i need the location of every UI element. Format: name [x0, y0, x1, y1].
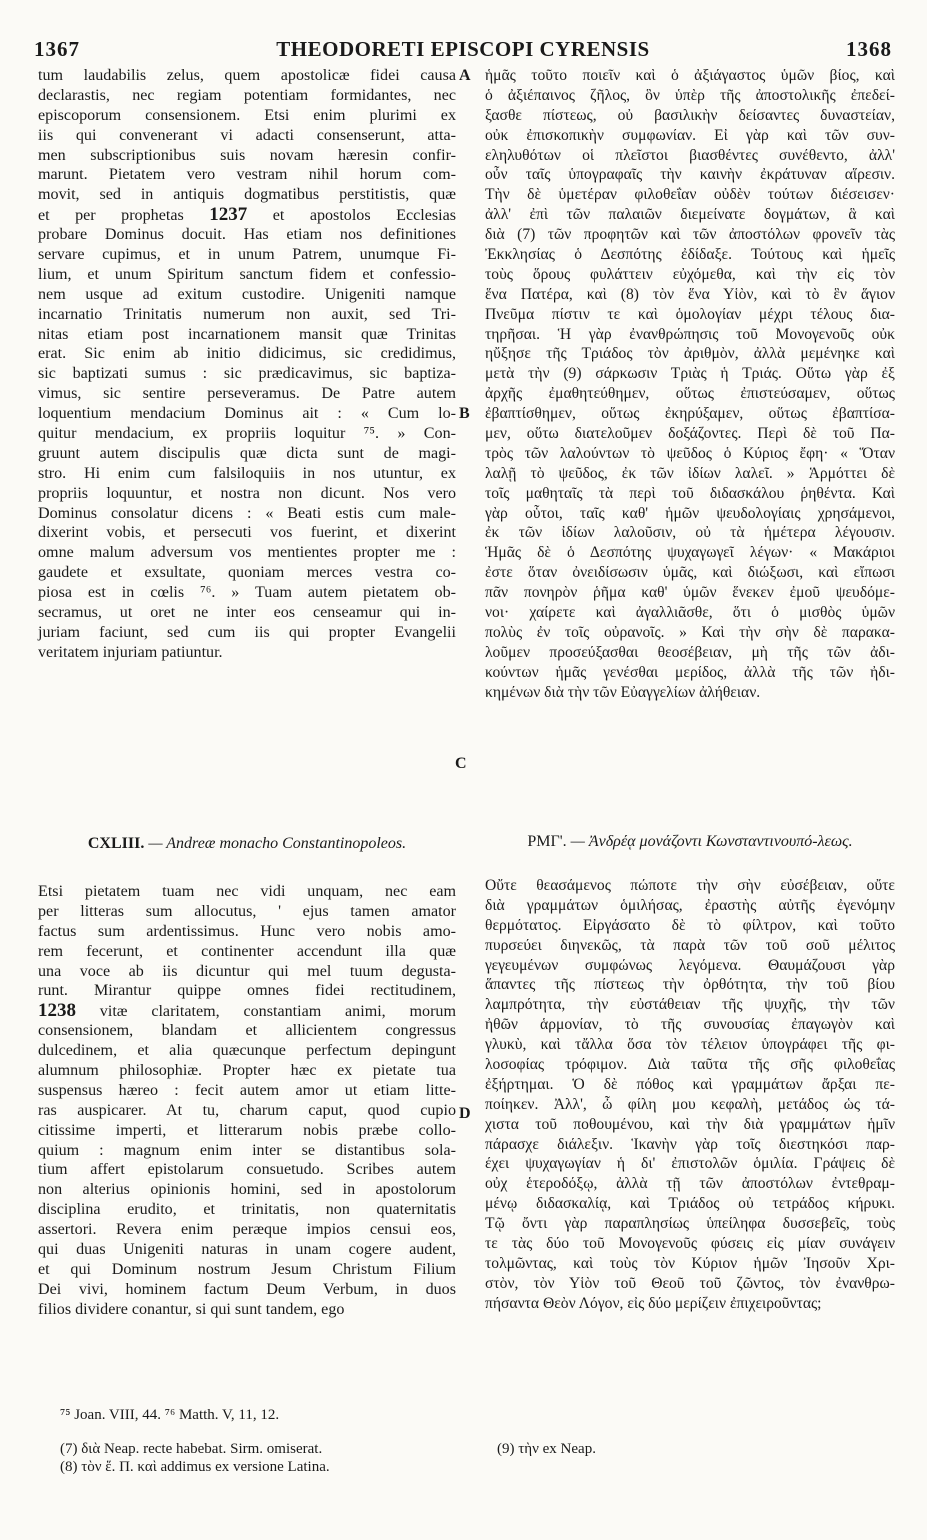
text-line: loquentium mendacium Dominus ait : « Cum lo- — [38, 405, 456, 423]
text-line: ἀρχῆς ἐμαθητεύθημεν, οὕτως ἐπιστεύσαμεν, οὕτως — [485, 385, 895, 403]
text-line: 1238 vitæ claritatem, constantiam animi, morum — [38, 1000, 456, 1022]
text-line: πᾶν πονηρὸν ῥῆμα καθ' ὑμῶν ἕνεκεν ἐμοῦ ψευδόμε- — [485, 584, 895, 602]
text-line: Dei vivi, hominem factum Deum Verbum, in duos — [38, 1280, 456, 1298]
text-line: εληλυθότων οἱ πλεῖστοι βιασθέντες συνέθεντο, ἀλλ' — [485, 146, 895, 164]
greek-column-letter-142 — [485, 66, 895, 703]
greek-letter-addressee: — Ἀνδρέᾳ μονάζοντι Κωνσταντινουπό-λεως. — [566, 833, 853, 850]
text-line: οὐκ ἐπισκοπικὴν συμφωνίαν. Εἰ γὰρ καὶ τῶν συν- — [485, 126, 895, 144]
latin-letter-heading — [38, 835, 456, 853]
text-line: dulcedinem, et alia quæcunque perfectum depingunt — [38, 1042, 456, 1060]
text-line: probare Dominus docuit. Has etiam nos definitiones — [38, 226, 456, 244]
text-line: διὰ γραμμάτων ὁμιλήσας, ἐραστὴς αὐτῆς ἐγενόμην — [485, 896, 895, 914]
text-line: Οὔτε θεασάμενος πώποτε τὴν σὴν εὐσέβειαν, οὔτε — [485, 877, 895, 894]
text-line: quitur mendacium, ex propriis loquitur ⁷⁵. » Con- — [38, 425, 456, 443]
text-line: τρὸς τῶν λαλούντων τὸ ψεῦδος ὁ Κύριος ἔφη· « Ὅταν — [485, 444, 895, 462]
text-line: τοῖς μαθηταῖς τὰ περὶ τοῦ διδασκάλου ῥηθέντα. Καὶ — [485, 484, 895, 502]
latin-column-letter-142 — [38, 66, 456, 663]
text-line: quium : magnum enim inter se distantibus sola- — [38, 1141, 456, 1159]
text-line: ἐκ τῶν ἰδίων λαλοῦσιν, οὐ τὰ ἡμέτερα λέγουσιν. — [485, 524, 895, 542]
running-title: THEODORETI EPISCOPI CYRENSIS — [276, 36, 650, 61]
text-line: οὐχ ἑτεροδόξῳ, ἀλλὰ τῇ τῶν ἀποστόλων ἐντεθραμ- — [485, 1175, 895, 1193]
scripture-footnotes: ⁷⁵ Joan. VIII, 44. ⁷⁶ Matth. V, 11, 12. — [60, 1407, 280, 1423]
text-line: τε τὰς δύο τοῦ Μονογενοῦς φύσεις εἰς μίαν συνάγειν — [485, 1235, 895, 1253]
margin-letter-a: A — [459, 67, 471, 84]
text-line: disciplina erudito, et trinitatis, non quaternitatis — [38, 1201, 456, 1219]
left-page-number: 1367 — [34, 36, 80, 61]
greek-letter-number: ΡΜΓ'. — [527, 833, 567, 850]
text-line: filios dividere conantur, si qui sunt tandem, ego — [38, 1300, 345, 1318]
text-line: πολὺς ἐν τοῖς οὐρανοῖς. » Καὶ τὴν σὴν δὲ παρακα- — [485, 623, 895, 641]
text-line: consensionem, blandam et allicientem congressus — [38, 1022, 456, 1040]
text-line: iis qui convenerant vi adacti consenserunt, atta- — [38, 126, 456, 144]
text-line: citissime imperti, et litterarum nobis præbe collo- — [38, 1121, 456, 1139]
text-line: γεγευμένων συμφώνως λεγόμενα. Θαυμάζουσι γὰρ — [485, 956, 895, 974]
right-page-number: 1368 — [845, 36, 892, 61]
margin-letter-b: B — [459, 405, 470, 422]
text-line: secramus, ut oret ne inter eos censeamur qui in- — [38, 604, 456, 622]
text-line: gaudete et exsultate, quoniam merces vestra co- — [38, 564, 456, 582]
text-line: Etsi pietatem tuam nec vidi unquam, nec eam — [38, 883, 456, 900]
text-line: incarnatio Trinitatis numerum non auxit, sed Tri- — [38, 305, 456, 323]
text-line: ἕνα Πατέρα, καὶ (8) τὸν ἕνα Υἱὸν, καὶ τὸ ἓν ἅγιον — [485, 285, 895, 303]
text-line: propriis loquuntur, et nostra non dicunt. Nos vero — [38, 484, 456, 502]
margin-letter-d: D — [459, 1105, 471, 1122]
text-line: θερμότατος. Εἰργάσατο δὲ τὸ φίλτρον, καὶ τοῦτο — [485, 916, 895, 934]
text-line: ξασθε πίστεως, οὐ βασιλικὴν δείσαντες δυναστείαν, — [485, 106, 895, 124]
footnote-9: (9) τὴν ex Neap. — [497, 1441, 596, 1457]
text-line: Ἐκκλησίας ὁ Δεσπότης ἐδίδαξε. Τούτους καὶ ἡμεῖς — [485, 246, 895, 264]
text-line: γλυκὺ, καὶ τἄλλα ὅσα τὸν τέλειον ὑπογράφει τῆς φι- — [485, 1036, 895, 1054]
text-line: omne malum adversum vos mentientes propter me : — [38, 544, 456, 562]
text-line: declarastis, nec regiam potentiam formidantes, nec — [38, 86, 456, 104]
footnote-8: (8) τὸν ἕ. Π. καὶ addimus ex versione Latina. — [60, 1459, 330, 1475]
text-line: movit, sed in antiquis dogmatibus perstitistis, quæ — [38, 186, 456, 204]
text-line: κούντων ἡμᾶς γενέσθαι μερίδος, ἀλλὰ τῆς τῶν ἠδι- — [485, 663, 895, 681]
text-line: assertori. Revera enim peræque impios censui eos, — [38, 1221, 456, 1239]
text-line: marunt. Pietatem vero vestram nihil horum com- — [38, 166, 456, 184]
text-line: lium, et unum Spiritum sanctum fidem et confessio- — [38, 265, 456, 283]
text-line: men subscriptionibus suis novam hæresin confir- — [38, 146, 456, 164]
text-line: veritatem injuriam patiuntur. — [38, 643, 223, 661]
text-line: nem usque ad exitum custodire. Unigeniti namque — [38, 285, 456, 303]
text-line: Τὴν δὲ ὑμετέραν φιλοθεΐαν οὐδὲν τούτων διέσεισεν· — [485, 186, 895, 204]
text-line: Τῷ ὄντι γὰρ παραπλησίως ὑπείληφα δυσσεβεῖς, τοὺς — [485, 1215, 895, 1233]
greek-letter-heading — [485, 832, 895, 852]
text-line: μένῳ διδασκαλίᾳ, καὶ Τριάδος οὐ τετράδος κήρυκι. — [485, 1195, 895, 1213]
text-line: vimus, sic sentire perseveramus. De Patre autem — [38, 385, 456, 403]
text-line: rem fecerunt, et continenter accendunt illa quæ — [38, 942, 456, 960]
text-line: runt. Mirantur quippe omnes fidei rectitudinem, — [38, 982, 456, 1000]
text-line: ἐξήρτημαι. Ὁ δὲ πόθος καὶ γραμμάτων ἄρξαι πε- — [485, 1075, 895, 1093]
text-line: factus sum ardentissimus. Hunc vero nobis amo- — [38, 922, 456, 940]
text-line: et per prophetas 1237 et apostolos Ecclesias — [38, 204, 456, 226]
text-line: τοὺς ὅρους φυλάττειν εὐχόμεθα, καὶ τὴν εἰς τὸν — [485, 265, 895, 283]
text-line: Ἡμᾶς δὲ ὁ Δεσπότης ψυχαγωγεῖ λέγων· « Μακάριοι — [485, 544, 895, 562]
text-line: μεν, οὕτω διατελοῦμεν δοξάζοντες. Περὶ δὲ τοῦ Πα- — [485, 425, 895, 443]
text-line: nitas etiam post incarnationem mansit quæ Trinitas — [38, 325, 456, 343]
text-line: gruunt autem discipulis quæ dicta sunt de magi- — [38, 444, 456, 462]
text-line: ἠθῶν ἁρμονίαν, τὸ τῆς συνουσίας ἐπαγωγὸν καὶ — [485, 1016, 895, 1034]
footnote-7: (7) διὰ Neap. recte habebat. Sirm. omiserat. — [60, 1441, 323, 1457]
text-line: πάρασχε διάλεξιν. Ἱκανὴν γὰρ τοῖς διεστηκόσι παρ- — [485, 1135, 895, 1153]
text-line: qui duas Unigeniti naturas in unam cogere audent, — [38, 1241, 456, 1259]
text-line: μετὰ τὴν (9) σάρκωσιν Τριὰς ἡ Τριάς. Οὕτω γὰρ ἐξ — [485, 365, 895, 383]
text-line: χιστα τοῦ ποθουμένου, καὶ τὴν διὰ γραμμάτων ἡμῖν — [485, 1115, 895, 1133]
latin-letter-number: CXLIII. — [87, 835, 145, 852]
text-line: alumnum philosophiæ. Propter hæc ex pietate tua — [38, 1062, 456, 1080]
text-line: πήσαντα Θεὸν Λόγον, εἰς δύο μερίζειν ἐπιχειροῦντας; — [485, 1294, 822, 1312]
text-line: suspensus hæreo : fecit autem amor ut etiam litte- — [38, 1081, 456, 1099]
latin-column-letter-143 — [38, 882, 456, 1320]
text-line: dixerint vobis, et persecuti vos fuerint, et dixerint — [38, 524, 456, 542]
margin-letter-c: C — [455, 755, 467, 772]
text-line: πυρσεύει διηνεκῶς, τὰ παρὰ τῶν τοῦ σοῦ μέλιτος — [485, 936, 895, 954]
text-line: γὰρ οὗτοι, ταῖς καθ' ἡμῶν ψευδολογίαις χρησάμενοι, — [485, 504, 895, 522]
greek-column-letter-143 — [485, 876, 895, 1314]
text-line: έχει ψυχαγωγίαν ἡ δι' ἐπιστολῶν ὁμιλία. Γράψεις δὲ — [485, 1155, 895, 1173]
text-line: λαλῇ τὸ ψεῦδος, ἐκ τῶν ἰδίων λαλεῖ. » Ἁρμόττει δὲ — [485, 464, 895, 482]
text-line: non alterius opinionis homini, sed in apostolorum — [38, 1181, 456, 1199]
text-line: ηὔξησε τῆς Τριάδος τὸν ἀριθμὸν, ἀλλὰ μεμένηκε καὶ — [485, 345, 895, 363]
text-line: ἡμᾶς τοῦτο ποιεῖν καὶ ὁ ἀξιάγαστος ὑμῶν βίος, καὶ — [485, 67, 895, 84]
text-line: una voce ab iis dicuntur qui mel tuum degusta- — [38, 962, 456, 980]
text-line: ἀλλ' ἐπὶ τῶν παλαιῶν διεμείνατε δογμάτων, ἃ καὶ — [485, 206, 895, 224]
text-line: piosa est in cœlis ⁷⁶. » Tuam autem pietatem ob- — [38, 584, 456, 602]
text-line: ras auspicarer. At tu, charum caput, quod cupio — [38, 1101, 456, 1119]
text-line: ἐβαπτίσθημεν, οὕτως ἐκηρύξαμεν, οὕτως ἐβαπτίσα- — [485, 405, 895, 423]
text-line: οὖν ταῖς ὑπογραφαῖς τὴν καινὴν ἐκράτυναν αἵρεσιν. — [485, 166, 895, 184]
text-line: per litteras sum allocutus, ' ejus tamen amator — [38, 902, 456, 920]
text-line: ποίηκεν. Ἀλλ', ὦ φίλη μου κεφαλὴ, μετάδος ὡς τά- — [485, 1095, 895, 1113]
latin-letter-addressee: — Andreæ monacho Constantinopoleos. — [144, 835, 407, 852]
text-line: juriam faciunt, sed cum iis qui propter Evangelii — [38, 623, 456, 641]
text-line: στὸν, τὸν Υἱὸν τοῦ Θεοῦ τοῦ ζῶντος, τὸν ἐνανθρω- — [485, 1274, 895, 1292]
text-line: διὰ (7) τῶν προφητῶν καὶ τῶν ἀποστόλων φρονεῖν τὰς — [485, 226, 895, 244]
text-line: λοῦμεν προσεύξασθαι θεοσέβειαν, μὴ τῆς τῶν ἀδι- — [485, 643, 895, 661]
text-line: tum laudabilis zelus, quem apostolicæ fidei causa — [38, 67, 456, 84]
text-line: servare cupimus, et in unum Patrem, unumque Fi- — [38, 246, 456, 264]
text-line: λαμπρότητα, τὴν εὐστάθειαν τῆς ψυχῆς, τὴν τῶν — [485, 996, 895, 1014]
text-line: sic baptizati sumus : sic prædicavimus, sic baptiza- — [38, 365, 456, 383]
text-line: ἐστε ὅταν ὀνειδίσωσιν ὑμᾶς, καὶ διώξωσι, καὶ εἴπωσι — [485, 564, 895, 582]
text-line: λοσοφίας τρόφιμον. Διὰ ταῦτα τῆς σῆς φιλοθεΐας — [485, 1056, 895, 1074]
text-line: νοι· χαίρετε καὶ ἀγαλλιᾶσθε, ὅτι ὁ μισθὸς ὑμῶν — [485, 604, 895, 622]
page-header — [34, 34, 892, 64]
text-line: κημένων διὰ τὴν τῶν Εὐαγγελίων ἀλήθειαν. — [485, 683, 761, 701]
text-line: ὁ ἀξιέπαινος ζῆλος, ὃν ὑπὲρ τῆς ἀποστολικῆς ἐπεδεί- — [485, 86, 895, 104]
text-line: tium affert epistolarum consuetudo. Scribes autem — [38, 1161, 456, 1179]
text-line: τολμῶντας, καὶ τοὺς τὸν Κύριον ἡμῶν Ἰησοῦν Χρι- — [485, 1254, 895, 1272]
text-line: Dominus consolatur dicens : « Beati estis cum male- — [38, 504, 456, 522]
text-line: ἅπαντες τῆς πίστεως τὴν ὀρθότητα, τὴν τοῦ βίου — [485, 976, 895, 994]
text-line: episcoporum consensionem. Etsi enim plurimi ex — [38, 106, 456, 124]
text-line: Πνεῦμα πίστιν τε καὶ ὁμολογίαν μέχρι τέλους δια- — [485, 305, 895, 323]
text-line: stro. Hi enim cum falsiloquiis in nos utuntur, ex — [38, 464, 456, 482]
text-line: τηρῆσαι. Ἡ γὰρ ἐνανθρώπησις τοῦ Μονογενοῦς οὐκ — [485, 325, 895, 343]
text-line: erat. Sic enim ab initio didicimus, sic credidimus, — [38, 345, 456, 363]
text-line: et qui Dominum nostrum Jesum Christum Filium — [38, 1260, 456, 1278]
